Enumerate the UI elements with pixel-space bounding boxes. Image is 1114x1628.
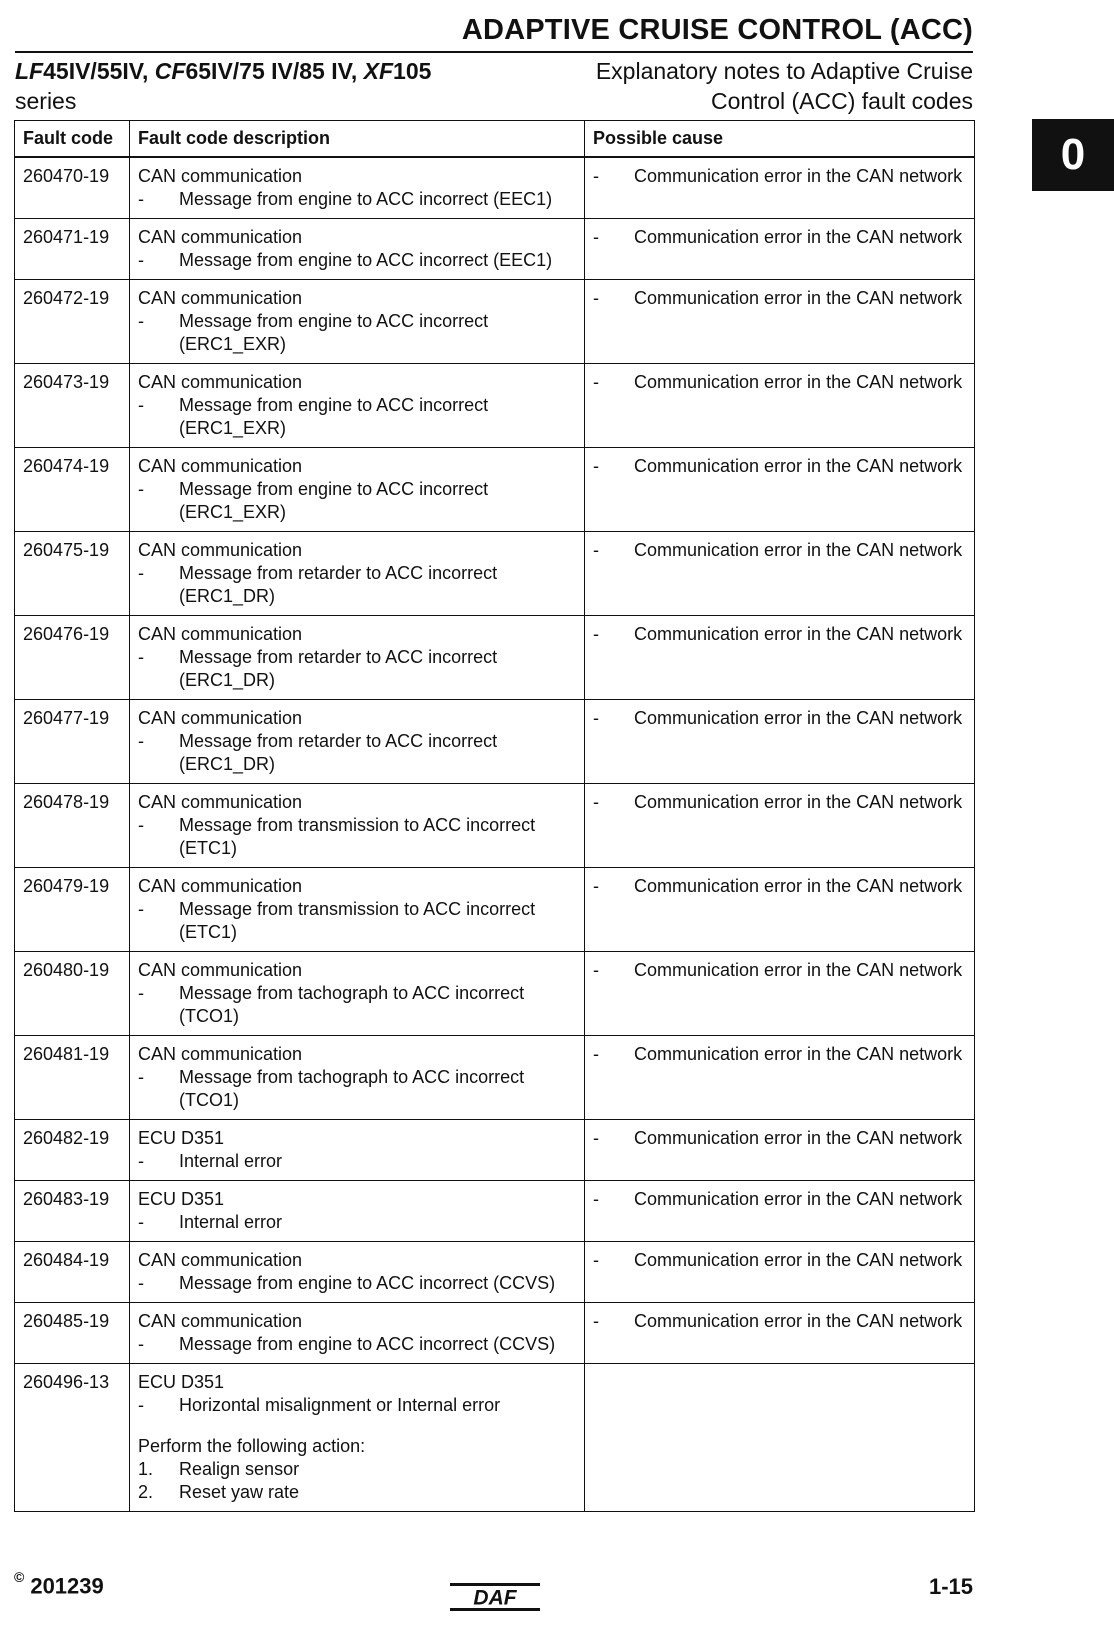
table-row bbox=[15, 219, 975, 280]
possible-cause-cell bbox=[585, 700, 975, 784]
possible-cause-item-text: Communication error in the CAN network bbox=[634, 1250, 963, 1270]
possible-cause-cell bbox=[585, 448, 975, 532]
fault-code-cell: 260496-13 bbox=[15, 1364, 130, 1512]
bullet-dash: - bbox=[593, 876, 599, 896]
description-cell bbox=[130, 157, 585, 219]
description-item-text: Message from transmission to ACC incorrect (ETC1) bbox=[179, 899, 536, 942]
description-item bbox=[138, 1333, 576, 1356]
description-item-text: Horizontal misalignment or Internal error bbox=[179, 1395, 501, 1415]
table-row bbox=[15, 1181, 975, 1242]
description-item bbox=[138, 730, 576, 776]
column-header-possible-cause: Possible cause bbox=[585, 121, 975, 158]
daf-logo-text: DAF bbox=[473, 1586, 517, 1610]
description-heading: CAN communication bbox=[138, 1311, 303, 1331]
bullet-dash: - bbox=[138, 731, 144, 751]
description-item-text: Message from engine to ACC incorrect (ERC1_EXR) bbox=[179, 479, 489, 522]
fault-code-cell: 260480-19 bbox=[15, 952, 130, 1036]
description-heading: CAN communication bbox=[138, 540, 303, 560]
description-item-text: Message from retarder to ACC incorrect (ERC1_DR) bbox=[179, 731, 498, 774]
bullet-dash: - bbox=[138, 395, 144, 415]
description-cell bbox=[130, 1181, 585, 1242]
bullet-dash: - bbox=[138, 479, 144, 499]
description-heading: CAN communication bbox=[138, 1044, 303, 1064]
description-item-text: Message from engine to ACC incorrect (EEC1) bbox=[179, 250, 553, 270]
possible-cause-item bbox=[593, 791, 966, 814]
description-item bbox=[138, 1394, 576, 1417]
possible-cause-cell bbox=[585, 1303, 975, 1364]
fault-code-cell: 260483-19 bbox=[15, 1181, 130, 1242]
action-step-text: Realign sensor bbox=[179, 1459, 300, 1479]
description-item bbox=[138, 188, 576, 211]
model-prefix-xf: XF bbox=[363, 58, 394, 84]
possible-cause-item-text: Communication error in the CAN network bbox=[634, 1044, 963, 1064]
fault-code-cell: 260474-19 bbox=[15, 448, 130, 532]
possible-cause-item-text: Communication error in the CAN network bbox=[634, 288, 963, 308]
description-item-text: Internal error bbox=[179, 1212, 283, 1232]
bullet-dash: - bbox=[593, 624, 599, 644]
model-cf-variants: 65IV/75 IV/85 IV, bbox=[185, 58, 364, 84]
description-cell bbox=[130, 1303, 585, 1364]
bullet-dash: - bbox=[593, 1189, 599, 1209]
description-cell bbox=[130, 364, 585, 448]
description-heading: CAN communication bbox=[138, 960, 303, 980]
fault-code-cell: 260470-19 bbox=[15, 157, 130, 219]
possible-cause-cell bbox=[585, 219, 975, 280]
fault-code-cell: 260472-19 bbox=[15, 280, 130, 364]
description-item bbox=[138, 249, 576, 272]
action-step bbox=[138, 1481, 576, 1504]
fault-code-cell: 260476-19 bbox=[15, 616, 130, 700]
bullet-dash: - bbox=[593, 708, 599, 728]
description-item bbox=[138, 1211, 576, 1234]
bullet-dash: - bbox=[593, 166, 599, 186]
possible-cause-cell bbox=[585, 364, 975, 448]
table-row bbox=[15, 448, 975, 532]
description-cell bbox=[130, 1364, 585, 1512]
description-item bbox=[138, 1066, 576, 1112]
model-lf-variants: 45IV/55IV, bbox=[43, 58, 155, 84]
bullet-dash: - bbox=[593, 456, 599, 476]
description-cell bbox=[130, 700, 585, 784]
possible-cause-item bbox=[593, 1188, 966, 1211]
description-heading: CAN communication bbox=[138, 876, 303, 896]
table-row bbox=[15, 532, 975, 616]
possible-cause-item bbox=[593, 539, 966, 562]
description-cell bbox=[130, 784, 585, 868]
action-step-text: Reset yaw rate bbox=[179, 1482, 300, 1502]
table-header-row bbox=[15, 121, 975, 158]
daf-logo bbox=[450, 1583, 540, 1611]
bullet-dash: - bbox=[593, 1250, 599, 1270]
column-header-description: Fault code description bbox=[130, 121, 585, 158]
possible-cause-item-text: Communication error in the CAN network bbox=[634, 876, 963, 896]
possible-cause-item-text: Communication error in the CAN network bbox=[634, 624, 963, 644]
fault-code-table bbox=[14, 120, 975, 1512]
description-item-text: Message from tachograph to ACC incorrect (TCO1) bbox=[179, 983, 525, 1026]
possible-cause-item-text: Communication error in the CAN network bbox=[634, 1311, 963, 1331]
bullet-dash: - bbox=[593, 1128, 599, 1148]
bullet-dash: - bbox=[593, 960, 599, 980]
description-item-text: Internal error bbox=[179, 1151, 283, 1171]
description-cell bbox=[130, 448, 585, 532]
possible-cause-item-text: Communication error in the CAN network bbox=[634, 540, 963, 560]
model-prefix-lf: LF bbox=[15, 58, 44, 84]
bullet-dash: - bbox=[138, 1395, 144, 1415]
table-row bbox=[15, 952, 975, 1036]
possible-cause-cell bbox=[585, 532, 975, 616]
possible-cause-item-text: Communication error in the CAN network bbox=[634, 1189, 963, 1209]
page-number: 1-15 bbox=[928, 1574, 973, 1599]
table-row bbox=[15, 784, 975, 868]
possible-cause-item bbox=[593, 287, 966, 310]
description-heading: CAN communication bbox=[138, 166, 303, 186]
possible-cause-item-text: Communication error in the CAN network bbox=[634, 227, 963, 247]
subtitle-line-2: Control (ACC) fault codes bbox=[710, 88, 973, 114]
bullet-dash: - bbox=[138, 815, 144, 835]
description-item bbox=[138, 814, 576, 860]
fault-code-cell: 260484-19 bbox=[15, 1242, 130, 1303]
description-item bbox=[138, 310, 576, 356]
table-row bbox=[15, 1120, 975, 1181]
possible-cause-item bbox=[593, 455, 966, 478]
bullet-dash: - bbox=[593, 1044, 599, 1064]
table-row bbox=[15, 616, 975, 700]
possible-cause-item bbox=[593, 1310, 966, 1333]
description-item-text: Message from engine to ACC incorrect (ERC1_EXR) bbox=[179, 395, 489, 438]
fault-code-cell: 260478-19 bbox=[15, 784, 130, 868]
column-header-fault-code: Fault code bbox=[15, 121, 130, 158]
description-heading: CAN communication bbox=[138, 624, 303, 644]
table-row bbox=[15, 1364, 975, 1512]
action-step bbox=[138, 1458, 576, 1481]
section-subtitle bbox=[513, 56, 973, 116]
bullet-dash: - bbox=[138, 1212, 144, 1232]
page-title: ADAPTIVE CRUISE CONTROL (ACC) bbox=[461, 14, 973, 46]
possible-cause-cell bbox=[585, 616, 975, 700]
bullet-dash: - bbox=[138, 1273, 144, 1293]
bullet-dash: - bbox=[593, 227, 599, 247]
description-item-text: Message from retarder to ACC incorrect (ERC1_DR) bbox=[179, 647, 498, 690]
fault-code-cell: 260481-19 bbox=[15, 1036, 130, 1120]
bullet-dash: - bbox=[593, 372, 599, 392]
description-item bbox=[138, 982, 576, 1028]
action-step-number: 1. bbox=[138, 1459, 154, 1479]
description-heading: CAN communication bbox=[138, 792, 303, 812]
bullet-dash: - bbox=[138, 1067, 144, 1087]
subtitle-line-1: Explanatory notes to Adaptive Cruise bbox=[595, 58, 973, 84]
description-item bbox=[138, 646, 576, 692]
description-heading: ECU D351 bbox=[138, 1128, 225, 1148]
possible-cause-item-text: Communication error in the CAN network bbox=[634, 960, 963, 980]
description-heading: CAN communication bbox=[138, 1250, 303, 1270]
description-item-text: Message from tachograph to ACC incorrect (TCO1) bbox=[179, 1067, 525, 1110]
description-cell bbox=[130, 1036, 585, 1120]
possible-cause-item-text: Communication error in the CAN network bbox=[634, 456, 963, 476]
possible-cause-item-text: Communication error in the CAN network bbox=[634, 372, 963, 392]
description-heading: CAN communication bbox=[138, 372, 303, 392]
footer-copyright bbox=[14, 1569, 104, 1599]
possible-cause-item bbox=[593, 707, 966, 730]
possible-cause-cell bbox=[585, 1181, 975, 1242]
possible-cause-item bbox=[593, 875, 966, 898]
possible-cause-cell bbox=[585, 868, 975, 952]
description-item bbox=[138, 478, 576, 524]
model-xf-variants: 105 bbox=[393, 58, 432, 84]
table-row bbox=[15, 364, 975, 448]
possible-cause-item bbox=[593, 371, 966, 394]
possible-cause-item bbox=[593, 165, 966, 188]
description-heading: CAN communication bbox=[138, 227, 303, 247]
bullet-dash: - bbox=[593, 1311, 599, 1331]
description-item-text: Message from engine to ACC incorrect (CCVS) bbox=[179, 1273, 556, 1293]
table-body bbox=[15, 157, 975, 1512]
title-rule bbox=[15, 51, 973, 53]
possible-cause-cell bbox=[585, 157, 975, 219]
possible-cause-cell bbox=[585, 784, 975, 868]
description-heading: CAN communication bbox=[138, 708, 303, 728]
possible-cause-cell bbox=[585, 1120, 975, 1181]
bullet-dash: - bbox=[138, 189, 144, 209]
possible-cause-cell bbox=[585, 1242, 975, 1303]
fault-code-cell: 260485-19 bbox=[15, 1303, 130, 1364]
description-cell bbox=[130, 868, 585, 952]
description-item-text: Message from engine to ACC incorrect (ERC1_EXR) bbox=[179, 311, 489, 354]
fault-code-cell: 260473-19 bbox=[15, 364, 130, 448]
possible-cause-item-text: Communication error in the CAN network bbox=[634, 1128, 963, 1148]
description-cell bbox=[130, 280, 585, 364]
possible-cause-item-text: Communication error in the CAN network bbox=[634, 166, 963, 186]
description-item bbox=[138, 898, 576, 944]
bullet-dash: - bbox=[593, 792, 599, 812]
fault-code-cell: 260471-19 bbox=[15, 219, 130, 280]
action-step-number: 2. bbox=[138, 1482, 154, 1502]
possible-cause-cell bbox=[585, 1036, 975, 1120]
description-item bbox=[138, 1272, 576, 1295]
description-item bbox=[138, 1150, 576, 1173]
fault-code-cell: 260479-19 bbox=[15, 868, 130, 952]
fault-code-cell: 260475-19 bbox=[15, 532, 130, 616]
possible-cause-item bbox=[593, 226, 966, 249]
models-series-label: series bbox=[15, 88, 77, 114]
possible-cause-item-text: Communication error in the CAN network bbox=[634, 708, 963, 728]
description-cell bbox=[130, 952, 585, 1036]
fault-code-cell: 260477-19 bbox=[15, 700, 130, 784]
bullet-dash: - bbox=[593, 540, 599, 560]
possible-cause-cell bbox=[585, 280, 975, 364]
bullet-dash: - bbox=[138, 1151, 144, 1171]
possible-cause-item bbox=[593, 1043, 966, 1066]
table-row bbox=[15, 700, 975, 784]
possible-cause-item bbox=[593, 1249, 966, 1272]
possible-cause-item bbox=[593, 1127, 966, 1150]
description-item-text: Message from transmission to ACC incorrect (ETC1) bbox=[179, 815, 536, 858]
description-heading: CAN communication bbox=[138, 456, 303, 476]
bullet-dash: - bbox=[138, 1334, 144, 1354]
possible-cause-item-text: Communication error in the CAN network bbox=[634, 792, 963, 812]
description-cell bbox=[130, 1242, 585, 1303]
table-row bbox=[15, 1242, 975, 1303]
chapter-tab: 0 bbox=[1032, 119, 1114, 191]
description-heading: ECU D351 bbox=[138, 1189, 225, 1209]
fault-code-cell: 260482-19 bbox=[15, 1120, 130, 1181]
bullet-dash: - bbox=[138, 563, 144, 583]
description-item bbox=[138, 562, 576, 608]
bullet-dash: - bbox=[138, 250, 144, 270]
bullet-dash: - bbox=[138, 899, 144, 919]
description-cell bbox=[130, 616, 585, 700]
description-heading: CAN communication bbox=[138, 288, 303, 308]
description-item bbox=[138, 394, 576, 440]
description-item-text: Message from retarder to ACC incorrect (ERC1_DR) bbox=[179, 563, 498, 606]
bullet-dash: - bbox=[138, 311, 144, 331]
possible-cause-cell-empty bbox=[585, 1364, 975, 1512]
description-cell bbox=[130, 219, 585, 280]
possible-cause-item bbox=[593, 959, 966, 982]
possible-cause-item bbox=[593, 623, 966, 646]
description-item-text: Message from engine to ACC incorrect (CCVS) bbox=[179, 1334, 556, 1354]
description-heading: ECU D351 bbox=[138, 1372, 225, 1392]
bullet-dash: - bbox=[138, 647, 144, 667]
table-row bbox=[15, 157, 975, 219]
bullet-dash: - bbox=[593, 288, 599, 308]
document-number: 201239 bbox=[30, 1573, 104, 1599]
description-cell bbox=[130, 1120, 585, 1181]
table-row bbox=[15, 1303, 975, 1364]
action-heading: Perform the following action: bbox=[138, 1436, 366, 1456]
table-row bbox=[15, 280, 975, 364]
possible-cause-cell bbox=[585, 952, 975, 1036]
models-heading bbox=[15, 56, 535, 116]
description-item-text: Message from engine to ACC incorrect (EEC1) bbox=[179, 189, 553, 209]
bullet-dash: - bbox=[138, 983, 144, 1003]
table-row bbox=[15, 868, 975, 952]
model-prefix-cf: CF bbox=[154, 58, 186, 84]
description-cell bbox=[130, 532, 585, 616]
table-row bbox=[15, 1036, 975, 1120]
copyright-symbol: © bbox=[14, 1569, 25, 1585]
